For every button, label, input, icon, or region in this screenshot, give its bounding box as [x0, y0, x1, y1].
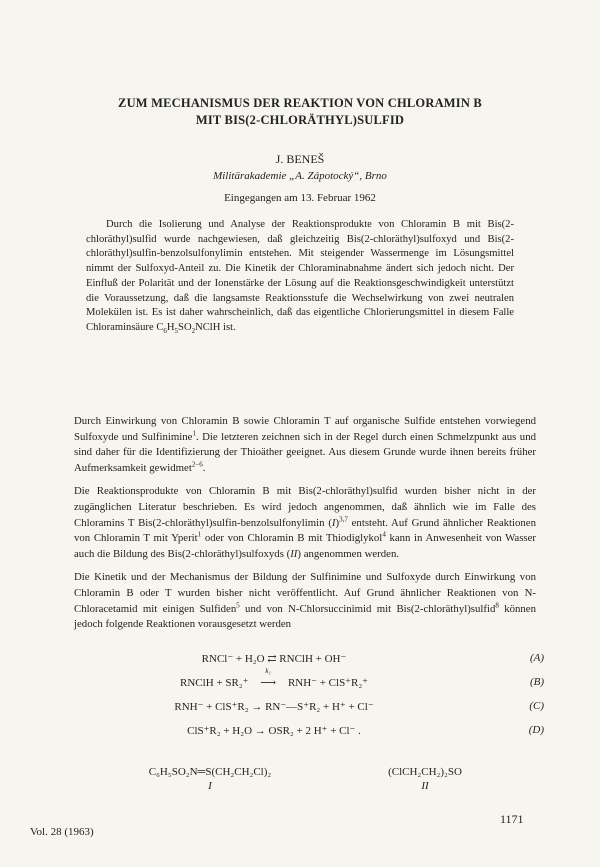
equation-b-label: (B): [529, 676, 544, 688]
p3-ref-2: 8: [495, 600, 499, 609]
abstract-sub-6: 6: [163, 327, 167, 336]
abstract-sub-2: 2: [191, 327, 196, 336]
p1-text-a: Durch Einwirkung von Chloramin B sowie Chloramin T auf organische Sulfide entstehen vorwiegend Sulfoxyde und Sulfinimine: [74, 415, 536, 443]
p2-text-b: ): [335, 516, 340, 529]
p2-ref-1: 3,7: [339, 514, 348, 523]
p2-roman-ii: II: [290, 547, 298, 560]
p2-text-f: ) angenommen werden.: [297, 547, 400, 560]
title-line-2: MIT BIS(2-CHLORÄTHYL)SULFID: [195, 113, 405, 127]
equation-d-expr: ClS⁺R₂ + H₂O → OSR₂ + 2 H⁺ + Cl⁻ .: [187, 725, 361, 737]
affiliation: Militärakademie „A. Zápotocký“, Brno: [213, 170, 387, 182]
rate-arrow: k₁ ⟶: [251, 676, 285, 689]
rate-constant: k₁: [265, 667, 271, 675]
equation-b-right: RNH⁻ + ClS⁺R₂⁺: [287, 677, 368, 689]
abstract-so: SO: [178, 321, 192, 333]
page-number: 1171: [500, 812, 524, 826]
structure-ii-label: II: [421, 780, 429, 792]
p2-ref-3: 4: [382, 530, 386, 539]
p2-text-a: Die Reaktionsprodukte von Chloramin B mit Bis(2-chloräthyl)sulfid wurden bisher nicht in der zugänglichen Literatur beschrieben. Es wird jedoch angenommen, daß ähnlich wie im Falle des Chloramins T Bis(2-chloräthyl)sulfin-benzolsulfonylimin (: [74, 485, 536, 529]
body-text: [74, 414, 536, 641]
equation-a-expr: RNCl⁻ + H₂O ⇄ RNClH + OH⁻: [201, 653, 347, 665]
equation-d-label: (D): [528, 724, 544, 736]
equation-b: [74, 667, 544, 700]
p1-text-c: .: [202, 461, 206, 474]
p3-ref-1: 5: [236, 600, 240, 609]
abstract: [86, 218, 514, 336]
received-date: Eingegangen am 13. Februar 1962: [224, 192, 376, 204]
p2-text-d: oder von Chloramin B mit Thiodiglykol: [201, 532, 383, 545]
paragraph-3: [74, 570, 536, 632]
equation-b-expr: [74, 667, 474, 689]
equation-b-left: RNClH + SR₂⁺: [180, 677, 249, 689]
structure-ii-formula: (ClCH₂CH₂)₂SO: [388, 766, 462, 778]
paragraph-2: [74, 484, 536, 562]
paragraph-1: [74, 414, 536, 476]
p2-text-e: kann in Anwesenheit von Wasser auch die Bildung des Bis(2-chloräthyl)sulfoxyds (: [74, 532, 537, 560]
paper-title: [40, 95, 560, 129]
title-line-1: ZUM MECHANISMUS DER REAKTION VON CHLORAMIN B: [118, 96, 482, 110]
structure-i-label: I: [208, 780, 212, 792]
author: J. BENEŠ: [275, 152, 325, 166]
equations: [74, 652, 544, 748]
equation-c: [74, 700, 544, 724]
abstract-sub-5: 5: [174, 327, 179, 336]
equation-a: [74, 652, 544, 676]
abstract-h: H: [166, 321, 175, 333]
structure-ii: [350, 766, 500, 792]
structure-i-formula: C₆H₅SO₂N═S(CH₂CH₂Cl)₂: [148, 766, 272, 778]
p1-text-b: . Die letzteren zeichnen sich in der Regel durch einen Schmelzpunkt aus und sind daher für die Identifizierung der Thioäther geeignet. Aus diesem Grunde wurde ihnen bereits früher Aufmerksamkeit gewidmet: [74, 430, 536, 474]
p2-text-c: entsteht. Auf Grund ähnlicher Reaktionen von Chloramin T mit Yperit: [74, 516, 536, 545]
equation-c-expr: RNH⁻ + ClS⁺R₂ → RN⁻—S⁺R₂ + H⁺ + Cl⁻: [174, 701, 374, 713]
equation-d: [74, 724, 544, 748]
structure-i: [110, 766, 310, 792]
p2-ref-2: 1: [197, 530, 202, 539]
equation-c-label: (C): [529, 700, 544, 712]
p1-ref-2: 2−6: [191, 460, 203, 469]
abstract-text: Durch die Isolierung und Analyse der Reaktionsprodukte von Chloramin B mit Bis(2-chloräthyl)sulfid wurde nachgewiesen, daß gleichzeitig Bis(2-chloräthyl)sulfoxyd und Bis(2-chloräthyl)sulfin-benzolsulfonylimin entstehen. Mit steigender Wassermenge im Lösungsmittel nimmt der Sulfoxyd-Anteil zu. Die Kinetik der Chloraminabnahme ändert sich jedoch nicht. Der Einfluß der Polarität und der Ionenstärke der Lösung auf die Reaktionsgeschwindigkeit unterstützt die Voraussetzung, daß die langsamste Reaktionsstufe die Wechselwirkung von zwei neutralen Molekülen ist. Es ist daher wahrscheinlich, daß das eigentliche Chlorierungsmittel in diesem Falle Chloraminsäure C: [86, 219, 514, 333]
p3-text-b: und von N-Chlorsuccinimid mit Bis(2-chloräthyl)sulfid: [239, 602, 496, 615]
p3-text-a: Die Kinetik und der Mechanismus der Bildung der Sulfinimine und Sulfoxyde durch Einwirkung von Chloramin B oder T wurden bisher nicht veröffentlicht. Auf Grund ähnlicher Reaktionen von N-Chloracetamid mit einigen Sulfiden: [74, 571, 536, 615]
p2-roman-i: I: [331, 516, 336, 529]
p1-ref-1: 1: [192, 429, 196, 437]
p3-text-c: können jedoch folgende Reaktionen vorausgesetzt werden: [74, 602, 536, 631]
equation-a-label: (A): [529, 652, 544, 664]
journal-volume: Vol. 28 (1963): [30, 826, 94, 838]
abstract-end: NClH ist.: [195, 321, 236, 333]
